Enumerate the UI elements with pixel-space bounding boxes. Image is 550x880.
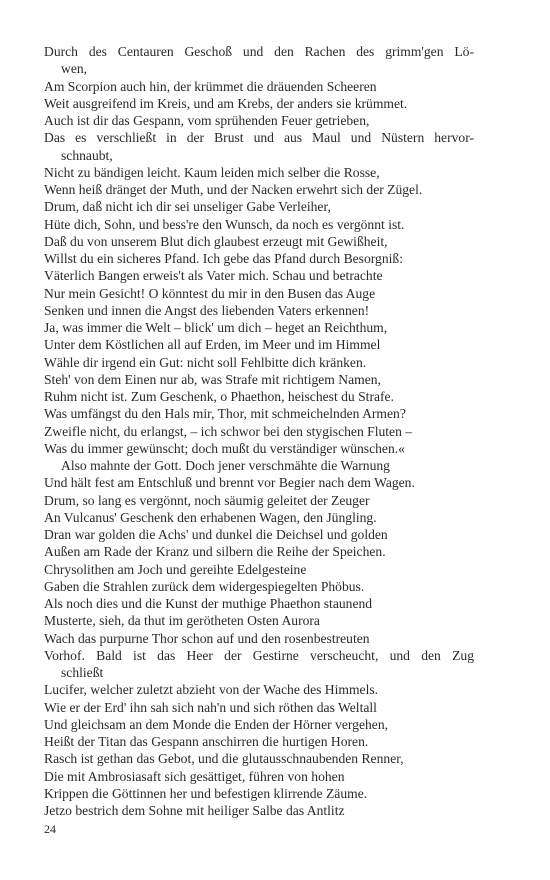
- text-line: Jetzo bestrich dem Sohne mit heiliger Salbe das Antlitz: [44, 803, 345, 818]
- text-line: Nicht zu bändigen leicht. Kaum leiden mich selber die Rosse,: [44, 164, 380, 180]
- text-line: Chrysolithen am Joch und gereihte Edelgesteine: [44, 561, 307, 577]
- text-line: Drum, daß nicht ich dir sei unseliger Gabe Verleiher,: [44, 199, 331, 215]
- text-line: Wenn heiß dränget der Muth, und der Nacken erwehrt sich der Zügel.: [44, 182, 423, 197]
- text-line: Durch des Centauren Geschoß und den Rachen des grimm'gen Lö-: [44, 44, 474, 59]
- text-line: Und gleichsam an dem Monde die Enden der Hörner vergehen,: [44, 716, 389, 732]
- text-line: Also mahnte der Gott. Doch jener verschmähte die Warnung: [61, 458, 390, 473]
- text-line: Wie er der Erd' ihn sah sich nah'n und sich röthen das Weltall: [44, 699, 377, 715]
- text-line: Zweifle nicht, du erlangst, – ich schwor bei den stygischen Fluten –: [44, 423, 413, 439]
- text-line: schließt: [61, 665, 104, 680]
- text-line: Heißt der Titan das Gespann anschirren die hurtigen Horen.: [44, 734, 369, 749]
- text-line: Was du immer gewünscht; doch mußt du verständiger wünschen.«: [44, 440, 405, 456]
- text-line: Wach das purpurne Thor schon auf und den rosenbestreuten: [44, 630, 370, 646]
- text-line: Rasch ist gethan das Gebot, und die glutausschnaubenden Renner,: [44, 751, 404, 767]
- text-line: Krippen die Göttinnen her und befestigen klirrende Zäume.: [44, 785, 368, 801]
- text-line: Lucifer, welcher zuletzt abzieht von der Wache des Himmels.: [44, 682, 379, 698]
- text-line: Willst du ein sicheres Pfand. Ich gebe das Pfand durch Besorgniß:: [44, 251, 403, 266]
- text-line: Am Scorpion auch hin, der krümmet die dräuenden Scheeren: [44, 78, 377, 94]
- text-line: Dran war golden die Achs' und dunkel die Deichsel und golden: [44, 527, 388, 542]
- text-line: Senken und innen die Angst des liebenden Vaters erkennen!: [44, 302, 370, 318]
- text-line: Daß du von unserem Blut dich glaubest erzeugt mit Gewißheit,: [44, 233, 388, 249]
- text-line: Auch ist dir das Gespann, vom sprühenden Feuer getrieben,: [44, 113, 370, 128]
- text-line: Wähle dir irgend ein Gut: nicht soll Fehlbitte dich kränken.: [44, 354, 367, 370]
- text-line: Außen am Rade der Kranz und silbern die Reihe der Speichen.: [44, 544, 386, 560]
- text-line: Als noch dies und die Kunst der muthige Phaethon staunend: [44, 596, 373, 611]
- text-line: An Vulcanus' Geschenk den erhabenen Wagen, den Jüngling.: [44, 509, 377, 525]
- text-line: Das es verschließt in der Brust und aus Maul und Nüstern hervor-: [44, 130, 474, 146]
- poem-text: [44, 43, 474, 819]
- text-line: Ja, was immer die Welt – blick' um dich – heget an Reichthum,: [44, 320, 388, 335]
- text-line: Drum, so lang es vergönnt, noch säumig geleitet der Zeuger: [44, 492, 370, 508]
- text-line: Musterte, sieh, da thut im gerötheten Osten Aurora: [44, 613, 320, 629]
- text-line: Und hält fest am Entschluß und brennt vor Begier nach dem Wagen.: [44, 475, 415, 491]
- text-line: Gaben die Strahlen zurück dem widergespiegelten Phöbus.: [44, 578, 365, 594]
- text-line: Ruhm nicht ist. Zum Geschenk, o Phaethon, heischest du Strafe.: [44, 389, 394, 404]
- text-line: schnaubt,: [61, 147, 113, 163]
- text-line: Hüte dich, Sohn, und bess're den Wunsch, da noch es vergönnt ist.: [44, 216, 405, 232]
- text-line: Väterlich Bangen erweis't als Vater mich. Schau und betrachte: [44, 268, 383, 284]
- text-line: Was umfängst du den Hals mir, Thor, mit schmeichelnden Armen?: [44, 406, 406, 422]
- page-number: 24: [44, 822, 56, 836]
- text-line: Unter dem Köstlichen all auf Erden, im Meer und im Himmel: [44, 337, 381, 353]
- text-line: Steh' von dem Einen nur ab, was Strafe mit richtigem Namen,: [44, 371, 381, 387]
- text-line: Vorhof. Bald ist das Heer der Gestirne verscheucht, und den Zug: [44, 647, 474, 663]
- text-line: Die mit Ambrosiasaft sich gesättiget, führen von hohen: [44, 768, 345, 784]
- text-line: Weit ausgreifend im Kreis, und am Krebs, der anders sie krümmet.: [44, 95, 408, 111]
- text-line: Nur mein Gesicht! O könntest du mir in den Busen das Auge: [44, 285, 376, 301]
- text-line: wen,: [61, 61, 88, 77]
